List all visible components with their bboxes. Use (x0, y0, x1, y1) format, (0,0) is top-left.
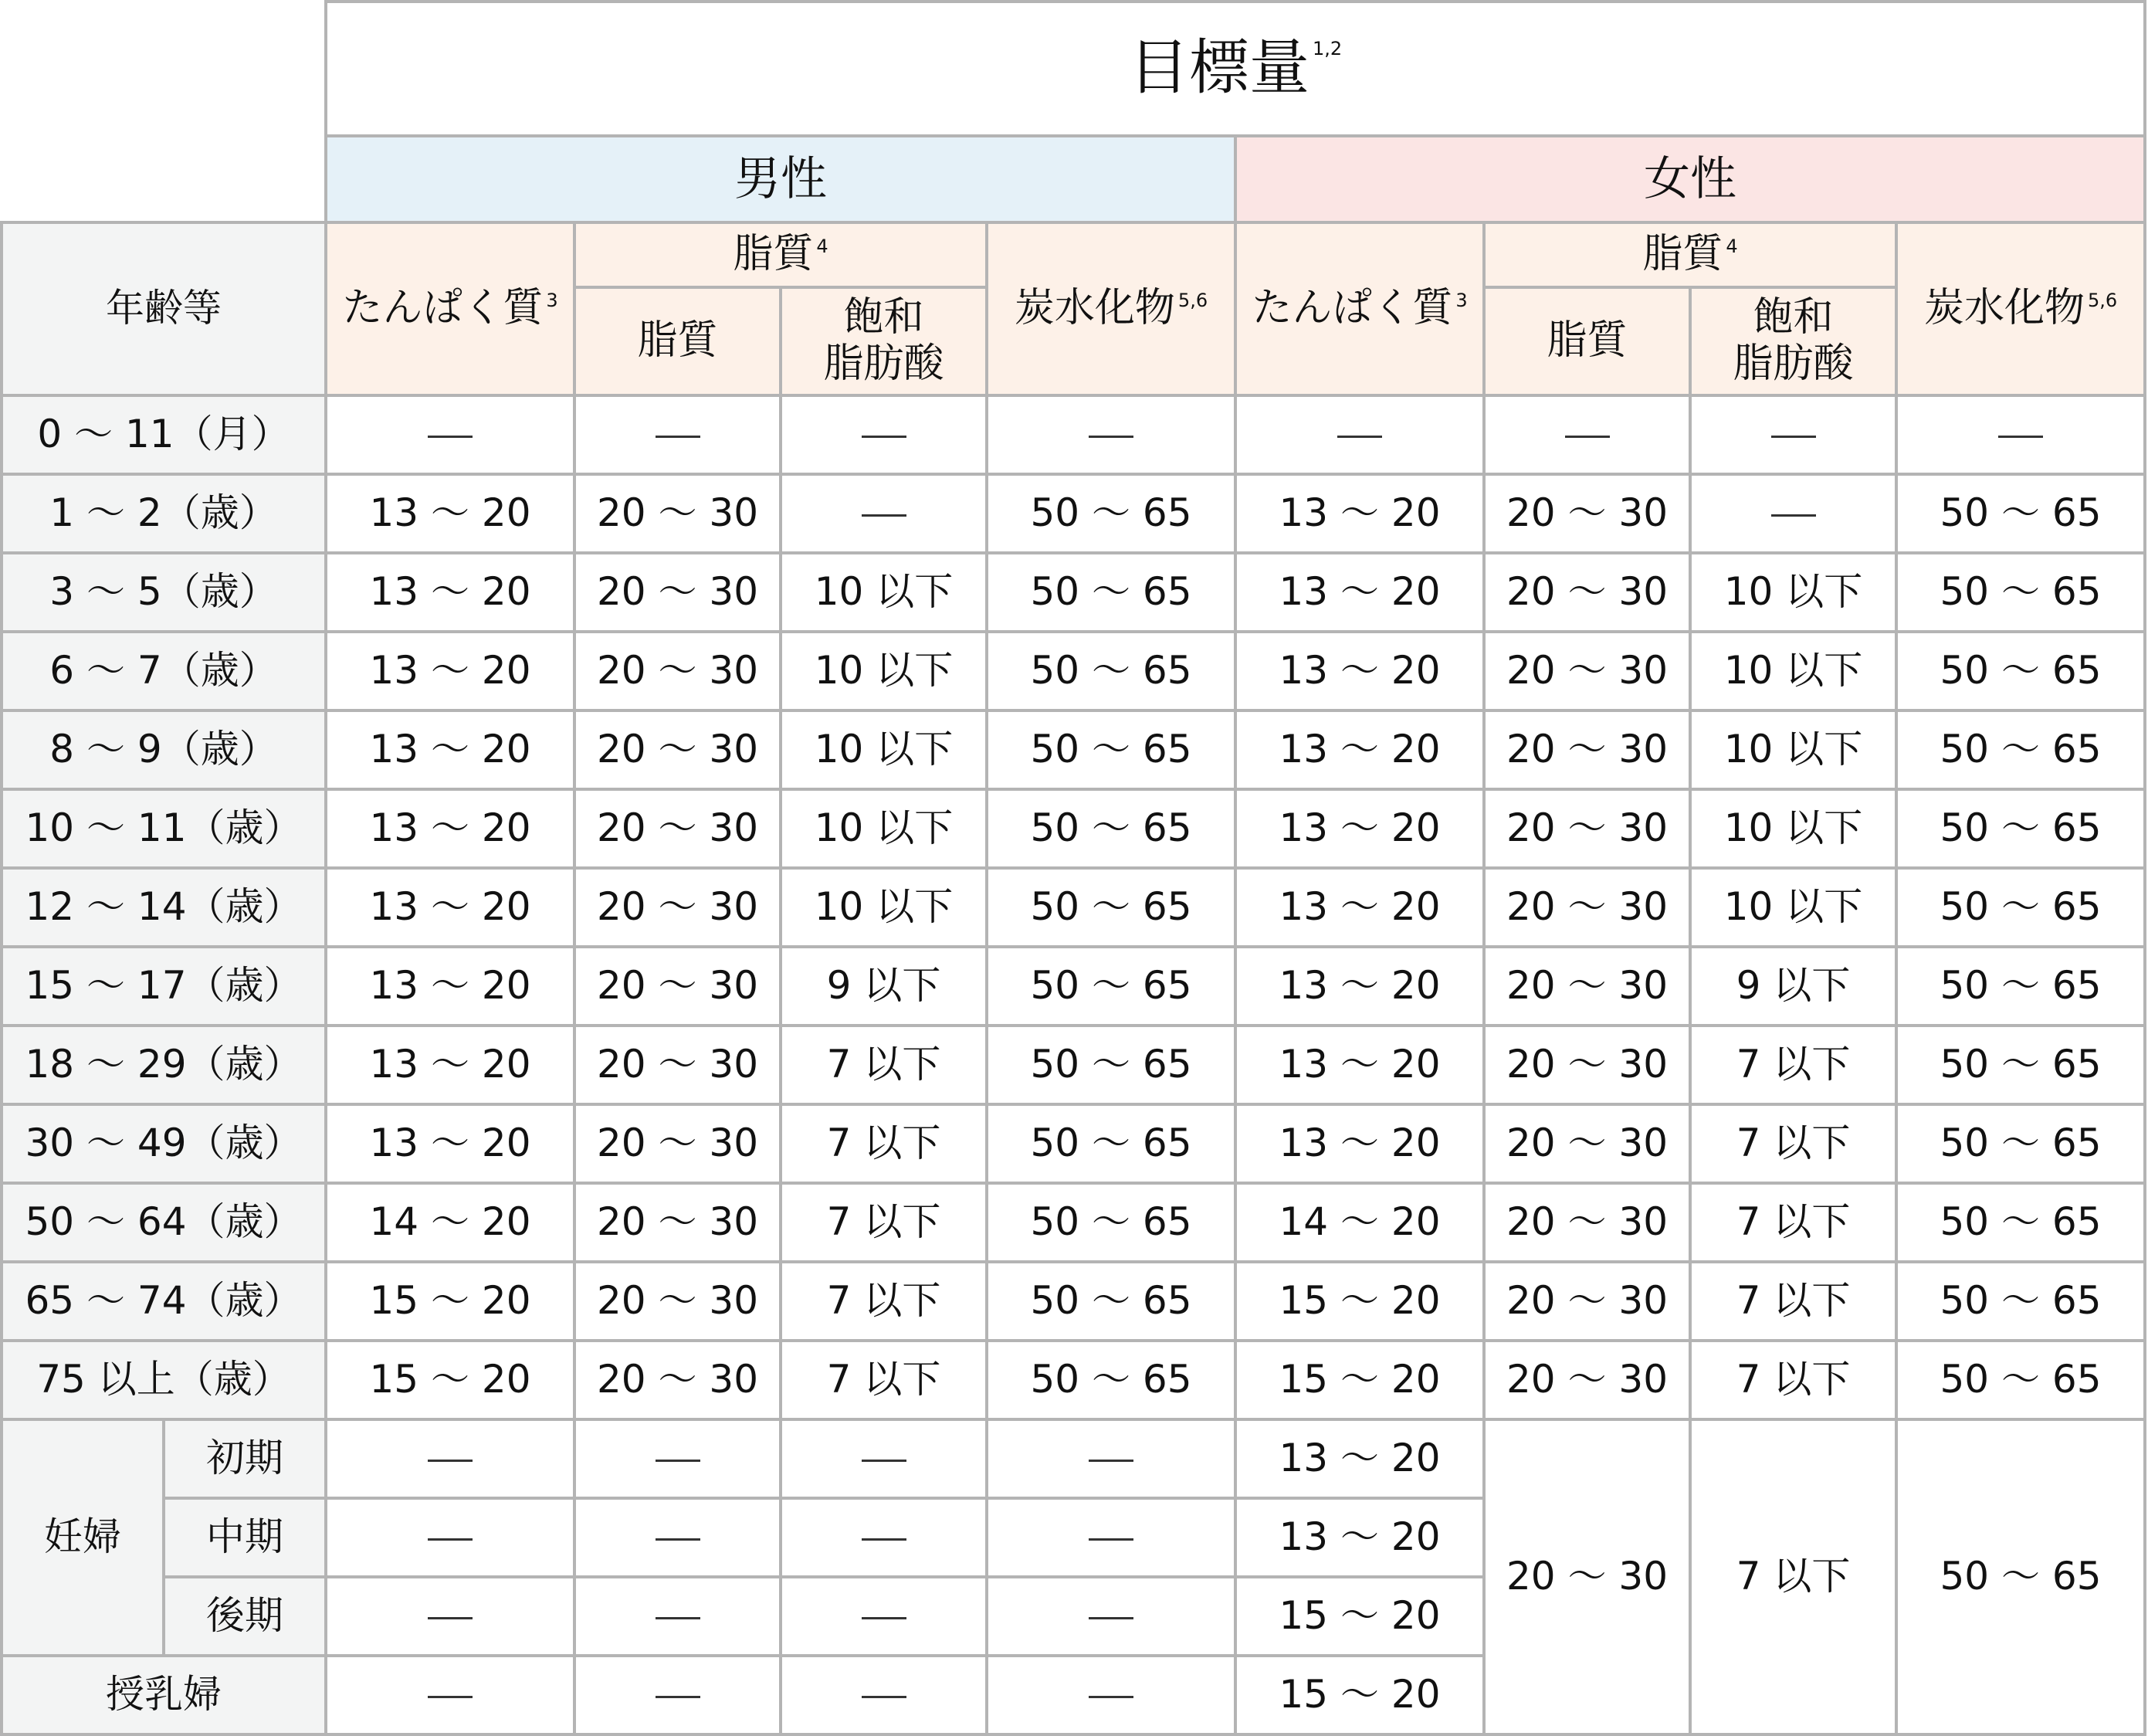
table-row (2, 553, 2145, 632)
value-cell-m-carb: 50 〜 65 (987, 868, 1235, 947)
pregnant-lactating-female-fat: 20 〜 30 (1484, 1419, 1690, 1734)
value-cell-f-protein: 13 〜 20 (1235, 710, 1484, 789)
value-cell-f-protein: 13 〜 20 (1235, 947, 1484, 1026)
value-cell-f-carb: 50 〜 65 (1896, 1341, 2145, 1419)
dash-cell (781, 1577, 987, 1656)
dash-cell (574, 1419, 781, 1498)
value-cell-f-carb: 50 〜 65 (1896, 710, 2145, 789)
dash-cell (326, 395, 574, 474)
pregnant-label: 妊婦 (2, 1419, 164, 1656)
value-cell-m-satfat: 10 以下 (781, 868, 987, 947)
value-cell-m-satfat: 10 以下 (781, 710, 987, 789)
value-cell-m-carb: 50 〜 65 (987, 632, 1235, 710)
male-carb-header: 炭水化物 $^{5,6}$ (987, 222, 1235, 395)
female-protein-header: たんぱく質 $^3$ (1235, 222, 1484, 395)
value-cell-f-protein: 14 〜 20 (1235, 1183, 1484, 1262)
value-cell-m-satfat: 10 以下 (781, 632, 987, 710)
value-cell-f-fat: 20 〜 30 (1484, 1026, 1690, 1104)
age-label: 75 以上（歳） (2, 1341, 326, 1419)
table-row (2, 1026, 2145, 1104)
value-cell-f-protein: 13 〜 20 (1235, 553, 1484, 632)
age-label: 1 〜 2（歳） (2, 474, 326, 553)
lactating-female-protein: 15 〜 20 (1235, 1656, 1484, 1734)
table-title: 目標量 $^{1,2}$ (326, 2, 2145, 136)
value-cell-m-protein: 14 〜 20 (326, 1183, 574, 1262)
value-cell-f-protein: 13 〜 20 (1235, 868, 1484, 947)
value-cell-f-protein: 15 〜 20 (1235, 1262, 1484, 1341)
age-label: 0 〜 11（月） (2, 395, 326, 474)
dash-cell (987, 1419, 1235, 1498)
value-cell-f-fat: 20 〜 30 (1484, 1183, 1690, 1262)
value-cell-m-protein: 13 〜 20 (326, 1026, 574, 1104)
value-cell-f-satfat: 7 以下 (1690, 1341, 1896, 1419)
age-label: 18 〜 29（歳） (2, 1026, 326, 1104)
value-cell-m-fat: 20 〜 30 (574, 947, 781, 1026)
age-label: 6 〜 7（歳） (2, 632, 326, 710)
table-row (2, 1341, 2145, 1419)
age-label: 10 〜 11（歳） (2, 789, 326, 868)
value-cell-f-satfat: 10 以下 (1690, 553, 1896, 632)
value-cell-m-fat: 20 〜 30 (574, 710, 781, 789)
value-cell-f-fat: 20 〜 30 (1484, 868, 1690, 947)
pregnant-stage-middle: 中期 (164, 1498, 326, 1577)
value-cell-m-fat: 20 〜 30 (574, 1341, 781, 1419)
female-carb-header: 炭水化物 $^{5,6}$ (1896, 222, 2145, 395)
dash-cell (781, 1656, 987, 1734)
table-row (2, 789, 2145, 868)
table-row (2, 947, 2145, 1026)
value-cell-m-protein: 13 〜 20 (326, 789, 574, 868)
table-row (2, 868, 2145, 947)
value-cell-m-satfat: 9 以下 (781, 947, 987, 1026)
value-cell-m-satfat: 7 以下 (781, 1341, 987, 1419)
dash-cell (326, 1577, 574, 1656)
dash-cell (1235, 395, 1484, 474)
value-cell-m-carb: 50 〜 65 (987, 1183, 1235, 1262)
value-cell-f-satfat: 10 以下 (1690, 632, 1896, 710)
value-cell-f-fat: 20 〜 30 (1484, 1341, 1690, 1419)
value-cell-f-satfat: 7 以下 (1690, 1183, 1896, 1262)
value-cell-m-satfat: 7 以下 (781, 1026, 987, 1104)
value-cell-m-satfat: 10 以下 (781, 553, 987, 632)
value-cell-m-protein: 13 〜 20 (326, 553, 574, 632)
value-cell-f-carb: 50 〜 65 (1896, 868, 2145, 947)
value-cell-f-fat: 20 〜 30 (1484, 789, 1690, 868)
value-cell-m-protein: 15 〜 20 (326, 1341, 574, 1419)
value-cell-m-satfat: 10 以下 (781, 789, 987, 868)
value-cell-m-satfat: 7 以下 (781, 1183, 987, 1262)
value-cell-f-carb: 50 〜 65 (1896, 1262, 2145, 1341)
value-cell-m-fat: 20 〜 30 (574, 474, 781, 553)
value-cell-f-carb: 50 〜 65 (1896, 1026, 2145, 1104)
value-cell-f-carb: 50 〜 65 (1896, 632, 2145, 710)
value-cell-m-fat: 20 〜 30 (574, 1262, 781, 1341)
table-row (2, 632, 2145, 710)
value-cell-f-satfat: 7 以下 (1690, 1104, 1896, 1183)
table-row (2, 1262, 2145, 1341)
value-cell-f-fat: 20 〜 30 (1484, 1104, 1690, 1183)
value-cell-f-protein: 13 〜 20 (1235, 1026, 1484, 1104)
pregnant-late-female-protein: 15 〜 20 (1235, 1577, 1484, 1656)
dash-cell (781, 1498, 987, 1577)
value-cell-m-carb: 50 〜 65 (987, 1262, 1235, 1341)
value-cell-m-protein: 13 〜 20 (326, 632, 574, 710)
value-cell-m-satfat: 7 以下 (781, 1262, 987, 1341)
age-header: 年齢等 (2, 222, 326, 395)
value-cell-m-fat: 20 〜 30 (574, 1104, 781, 1183)
male-fat-group-header: 脂質 $^4$ (574, 222, 987, 287)
table-row (2, 474, 2145, 553)
value-cell-f-carb: 50 〜 65 (1896, 1183, 2145, 1262)
value-cell-m-fat: 20 〜 30 (574, 632, 781, 710)
value-cell-m-carb: 50 〜 65 (987, 1026, 1235, 1104)
pregnant-lactating-female-carb: 50 〜 65 (1896, 1419, 2145, 1734)
female-fat-header: 脂質 (1484, 287, 1690, 395)
dash-cell (574, 1577, 781, 1656)
table-row (2, 710, 2145, 789)
female-header: 女性 (1235, 136, 2145, 222)
lactating-label: 授乳婦 (2, 1656, 326, 1734)
value-cell-f-fat: 20 〜 30 (1484, 474, 1690, 553)
value-cell-m-carb: 50 〜 65 (987, 474, 1235, 553)
dash-cell (987, 1498, 1235, 1577)
dash-cell (326, 1656, 574, 1734)
dash-cell (1690, 474, 1896, 553)
value-cell-f-carb: 50 〜 65 (1896, 947, 2145, 1026)
dash-cell (987, 395, 1235, 474)
male-satfat-header: 飽和 脂肪酸 (781, 287, 987, 395)
dash-cell (1484, 395, 1690, 474)
dash-cell (781, 474, 987, 553)
dash-cell (987, 1656, 1235, 1734)
value-cell-f-fat: 20 〜 30 (1484, 710, 1690, 789)
dash-cell (987, 1577, 1235, 1656)
dash-cell (781, 395, 987, 474)
dash-cell (1690, 395, 1896, 474)
table-row (2, 1183, 2145, 1262)
table-row (2, 1104, 2145, 1183)
dash-cell (574, 1656, 781, 1734)
value-cell-m-fat: 20 〜 30 (574, 553, 781, 632)
value-cell-f-protein: 13 〜 20 (1235, 632, 1484, 710)
value-cell-m-protein: 13 〜 20 (326, 1104, 574, 1183)
value-cell-m-fat: 20 〜 30 (574, 789, 781, 868)
age-label: 50 〜 64（歳） (2, 1183, 326, 1262)
pregnant-middle-female-protein: 13 〜 20 (1235, 1498, 1484, 1577)
value-cell-f-protein: 13 〜 20 (1235, 1104, 1484, 1183)
pregnant-stage-early: 初期 (164, 1419, 326, 1498)
value-cell-f-protein: 15 〜 20 (1235, 1341, 1484, 1419)
value-cell-m-carb: 50 〜 65 (987, 1341, 1235, 1419)
dash-cell (326, 1419, 574, 1498)
value-cell-m-protein: 13 〜 20 (326, 868, 574, 947)
value-cell-f-satfat: 7 以下 (1690, 1262, 1896, 1341)
age-label: 30 〜 49（歳） (2, 1104, 326, 1183)
value-cell-m-carb: 50 〜 65 (987, 553, 1235, 632)
dash-cell (1896, 395, 2145, 474)
female-satfat-header: 飽和 脂肪酸 (1690, 287, 1896, 395)
value-cell-f-fat: 20 〜 30 (1484, 632, 1690, 710)
value-cell-m-fat: 20 〜 30 (574, 1183, 781, 1262)
value-cell-f-carb: 50 〜 65 (1896, 553, 2145, 632)
female-fat-group-header: 脂質 $^4$ (1484, 222, 1896, 287)
value-cell-m-protein: 13 〜 20 (326, 474, 574, 553)
male-fat-header: 脂質 (574, 287, 781, 395)
age-label: 12 〜 14（歳） (2, 868, 326, 947)
age-label: 65 〜 74（歳） (2, 1262, 326, 1341)
value-cell-f-fat: 20 〜 30 (1484, 947, 1690, 1026)
value-cell-m-protein: 13 〜 20 (326, 947, 574, 1026)
value-cell-f-satfat: 10 以下 (1690, 789, 1896, 868)
value-cell-m-carb: 50 〜 65 (987, 1104, 1235, 1183)
value-cell-f-fat: 20 〜 30 (1484, 553, 1690, 632)
pregnant-early-female-protein: 13 〜 20 (1235, 1419, 1484, 1498)
age-label: 8 〜 9（歳） (2, 710, 326, 789)
value-cell-m-carb: 50 〜 65 (987, 947, 1235, 1026)
value-cell-f-protein: 13 〜 20 (1235, 789, 1484, 868)
value-cell-m-satfat: 7 以下 (781, 1104, 987, 1183)
value-cell-f-protein: 13 〜 20 (1235, 474, 1484, 553)
value-cell-f-satfat: 9 以下 (1690, 947, 1896, 1026)
value-cell-m-fat: 20 〜 30 (574, 1026, 781, 1104)
dash-cell (574, 1498, 781, 1577)
value-cell-m-carb: 50 〜 65 (987, 789, 1235, 868)
value-cell-m-protein: 15 〜 20 (326, 1262, 574, 1341)
pregnant-lactating-female-satfat: 7 以下 (1690, 1419, 1896, 1734)
value-cell-m-carb: 50 〜 65 (987, 710, 1235, 789)
value-cell-f-carb: 50 〜 65 (1896, 1104, 2145, 1183)
value-cell-m-fat: 20 〜 30 (574, 868, 781, 947)
value-cell-m-protein: 13 〜 20 (326, 710, 574, 789)
value-cell-f-satfat: 7 以下 (1690, 1026, 1896, 1104)
value-cell-f-carb: 50 〜 65 (1896, 789, 2145, 868)
value-cell-f-fat: 20 〜 30 (1484, 1262, 1690, 1341)
dash-cell (781, 1419, 987, 1498)
value-cell-f-satfat: 10 以下 (1690, 868, 1896, 947)
male-header: 男性 (326, 136, 1235, 222)
dash-cell (326, 1498, 574, 1577)
corner-blank (2, 2, 326, 222)
pregnant-stage-late: 後期 (164, 1577, 326, 1656)
age-label: 15 〜 17（歳） (2, 947, 326, 1026)
male-protein-header: たんぱく質 $^3$ (326, 222, 574, 395)
value-cell-f-satfat: 10 以下 (1690, 710, 1896, 789)
value-cell-f-carb: 50 〜 65 (1896, 474, 2145, 553)
dash-cell (574, 395, 781, 474)
age-label: 3 〜 5（歳） (2, 553, 326, 632)
table-row (2, 395, 2145, 474)
